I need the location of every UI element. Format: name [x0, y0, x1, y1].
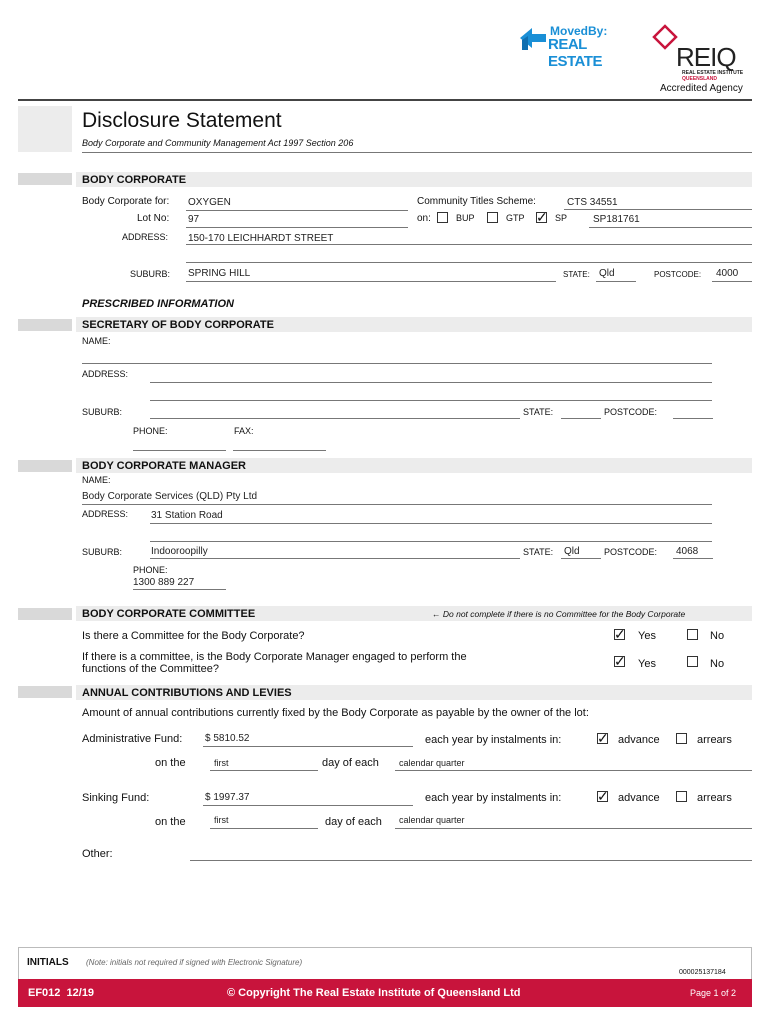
- manager-suburb-label: SUBURB:: [82, 547, 123, 557]
- section-tab: [18, 460, 72, 472]
- q1-no-checkbox[interactable]: [687, 629, 698, 640]
- section-tab: [18, 686, 72, 698]
- manager-phone-value[interactable]: 1300 889 227: [133, 577, 195, 588]
- document-number: 000025137184: [679, 969, 726, 976]
- check-mark-icon: ✓: [536, 209, 548, 225]
- secretary-heading: SECRETARY OF BODY CORPORATE: [82, 319, 274, 331]
- admin-first-value[interactable]: first: [214, 758, 229, 768]
- field-line: [210, 828, 318, 829]
- committee-heading: BODY CORPORATE COMMITTEE: [82, 608, 256, 620]
- field-line: [150, 523, 712, 524]
- secretary-phone-line[interactable]: [133, 450, 226, 451]
- initials-note: (Note: initials not required if signed with Electronic Signature): [86, 958, 303, 967]
- sinking-arrears-checkbox[interactable]: [676, 791, 687, 802]
- body-corporate-for-value[interactable]: OXYGEN: [188, 197, 231, 208]
- q2-no-checkbox[interactable]: [687, 656, 698, 667]
- field-line: [203, 805, 413, 806]
- sinking-period-value[interactable]: calendar quarter: [399, 815, 465, 825]
- secretary-state-line[interactable]: [561, 418, 601, 419]
- section-tab: [18, 608, 72, 620]
- on-label: on:: [417, 213, 431, 224]
- secretary-fax-line[interactable]: [233, 450, 326, 451]
- annual-heading: ANNUAL CONTRIBUTIONS AND LEVIES: [82, 687, 292, 699]
- field-line: [186, 244, 752, 245]
- sinking-instalments: each year by instalments in:: [425, 792, 562, 804]
- page-title: Disclosure Statement: [82, 109, 282, 132]
- admin-day-of-each: day of each: [322, 757, 379, 769]
- reiq-diamond-icon: [652, 24, 678, 50]
- reiq-sub-line1: REAL ESTATE INSTITUTE: [682, 70, 744, 76]
- title-bar-block: [18, 106, 72, 152]
- admin-on-the: on the: [155, 757, 186, 769]
- field-line: [150, 541, 712, 542]
- postcode-label: POSTCODE:: [654, 270, 702, 279]
- prescribed-heading: PRESCRIBED INFORMATION: [82, 298, 234, 310]
- sinking-fund-label: Sinking Fund:: [82, 792, 150, 804]
- page-subtitle: Body Corporate and Community Management Act 1997 Section 206: [82, 138, 354, 148]
- secretary-postcode-label: POSTCODE:: [604, 407, 658, 417]
- address-value[interactable]: 150-170 LEICHHARDT STREET: [188, 233, 334, 244]
- q1-yes-label: Yes: [638, 630, 656, 642]
- manager-heading: BODY CORPORATE MANAGER: [82, 460, 246, 472]
- title-rule: [82, 152, 752, 153]
- secretary-name-label: NAME:: [82, 336, 111, 346]
- field-line: [395, 770, 752, 771]
- manager-suburb-value[interactable]: Indooroopilly: [151, 546, 208, 557]
- sinking-on-the: on the: [155, 816, 186, 828]
- accredited-agency: Accredited Agency: [660, 83, 743, 94]
- other-label: Other:: [82, 848, 113, 860]
- admin-advance-label: advance: [618, 734, 660, 746]
- secretary-address-line-2[interactable]: [150, 400, 712, 401]
- field-line: [133, 589, 226, 590]
- check-mark-icon: ✓: [597, 730, 609, 746]
- committee-q2-line1: If there is a committee, is the Body Corporate Manager engaged to perform the: [82, 651, 467, 663]
- sinking-fund-value[interactable]: $ 1997.37: [205, 792, 250, 803]
- admin-fund-label: Administrative Fund:: [82, 733, 183, 745]
- sinking-first-value[interactable]: first: [214, 815, 229, 825]
- section-tab: [18, 173, 72, 185]
- committee-q1: Is there a Committee for the Body Corporate?: [82, 630, 305, 642]
- reiq-wordmark: REIQ: [676, 42, 736, 72]
- body-corporate-heading: BODY CORPORATE: [82, 174, 187, 186]
- manager-postcode-label: POSTCODE:: [604, 547, 658, 557]
- body-corporate-for-label: Body Corporate for:: [82, 196, 170, 207]
- state-label: STATE:: [563, 270, 590, 279]
- q2-no-label: No: [710, 658, 725, 670]
- reiq-logo: [652, 22, 752, 82]
- manager-address-label: ADDRESS:: [82, 509, 129, 519]
- sp-value[interactable]: SP181761: [593, 214, 640, 225]
- secretary-suburb-label: SUBURB:: [82, 407, 123, 417]
- field-line: [186, 262, 752, 263]
- secretary-name-line[interactable]: [82, 363, 712, 364]
- field-line: [186, 227, 408, 228]
- admin-fund-value[interactable]: $ 5810.52: [205, 733, 250, 744]
- manager-state-value[interactable]: Qld: [564, 546, 580, 557]
- movedby-bottom-text: REAL ESTATE: [548, 36, 602, 70]
- address-label: ADDRESS:: [122, 232, 169, 242]
- suburb-value[interactable]: SPRING HILL: [188, 268, 251, 279]
- state-value[interactable]: Qld: [599, 268, 615, 279]
- gtp-label: GTP: [506, 213, 525, 223]
- field-line: [712, 281, 752, 282]
- q1-no-label: No: [710, 630, 725, 642]
- admin-instalments: each year by instalments in:: [425, 734, 562, 746]
- manager-phone-label: PHONE:: [133, 565, 168, 575]
- secretary-address-line[interactable]: [150, 382, 712, 383]
- suburb-label: SUBURB:: [130, 269, 171, 279]
- section-tab: [18, 319, 72, 331]
- cts-label: Community Titles Scheme:: [417, 196, 536, 207]
- field-line: [186, 210, 408, 211]
- secretary-address-label: ADDRESS:: [82, 369, 129, 379]
- secretary-postcode-line[interactable]: [673, 418, 713, 419]
- field-line: [82, 504, 712, 505]
- gtp-checkbox[interactable]: [487, 212, 498, 223]
- house-arrow-icon: [518, 26, 548, 52]
- movedby-top-text: MovedBy:: [550, 24, 608, 38]
- field-line: [210, 770, 318, 771]
- q2-yes-label: Yes: [638, 658, 656, 670]
- postcode-value[interactable]: 4000: [716, 268, 739, 279]
- bup-label: BUP: [456, 213, 475, 223]
- lot-label: Lot No:: [137, 213, 170, 224]
- sinking-day-of-each: day of each: [325, 816, 382, 828]
- sinking-advance-label: advance: [618, 792, 660, 804]
- manager-address-value[interactable]: 31 Station Road: [151, 510, 223, 521]
- page-number: Page 1 of 2: [690, 988, 737, 998]
- secretary-suburb-line[interactable]: [150, 418, 520, 419]
- check-mark-icon: ✓: [597, 788, 609, 804]
- secretary-fax-label: FAX:: [234, 426, 254, 436]
- reiq-sub-line2: QUEENSLAND: [682, 76, 718, 82]
- manager-name-value[interactable]: Body Corporate Services (QLD) Pty Ltd: [82, 491, 258, 502]
- admin-arrears-label: arrears: [697, 734, 732, 746]
- lot-value[interactable]: 97: [188, 214, 200, 225]
- other-line[interactable]: [190, 860, 752, 861]
- field-line: [673, 558, 713, 559]
- field-line: [186, 281, 556, 282]
- admin-period-value[interactable]: calendar quarter: [399, 758, 465, 768]
- copyright: © Copyright The Real Estate Institute of Queensland Ltd: [227, 987, 521, 999]
- field-line: [596, 281, 636, 282]
- annual-intro: Amount of annual contributions currently fixed by the Body Corporate as payable by the owner of the lot:: [82, 707, 589, 719]
- bup-checkbox[interactable]: [437, 212, 448, 223]
- manager-postcode-value[interactable]: 4068: [676, 546, 699, 557]
- check-mark-icon: ✓: [614, 653, 626, 669]
- manager-name-label: NAME:: [82, 475, 111, 485]
- field-line: [203, 746, 413, 747]
- cts-value[interactable]: CTS 34551: [567, 197, 618, 208]
- sinking-arrears-label: arrears: [697, 792, 732, 804]
- admin-arrears-checkbox[interactable]: [676, 733, 687, 744]
- movedby-logo: [518, 24, 628, 70]
- top-rule: [18, 99, 752, 101]
- committee-q2-line2: functions of the Committee?: [82, 663, 219, 675]
- initials-label: INITIALS: [27, 957, 69, 968]
- secretary-phone-label: PHONE:: [133, 426, 168, 436]
- secretary-state-label: STATE:: [523, 407, 554, 417]
- field-line: [589, 227, 752, 228]
- committee-note: ← Do not complete if there is no Committee for the Body Corporate: [432, 609, 686, 619]
- field-line: [561, 558, 601, 559]
- sp-label: SP: [555, 213, 568, 223]
- form-code: EF012 12/19: [28, 987, 95, 999]
- manager-state-label: STATE:: [523, 547, 554, 557]
- field-line: [564, 209, 752, 210]
- field-line: [395, 828, 752, 829]
- field-line: [150, 558, 520, 559]
- check-mark-icon: ✓: [614, 626, 626, 642]
